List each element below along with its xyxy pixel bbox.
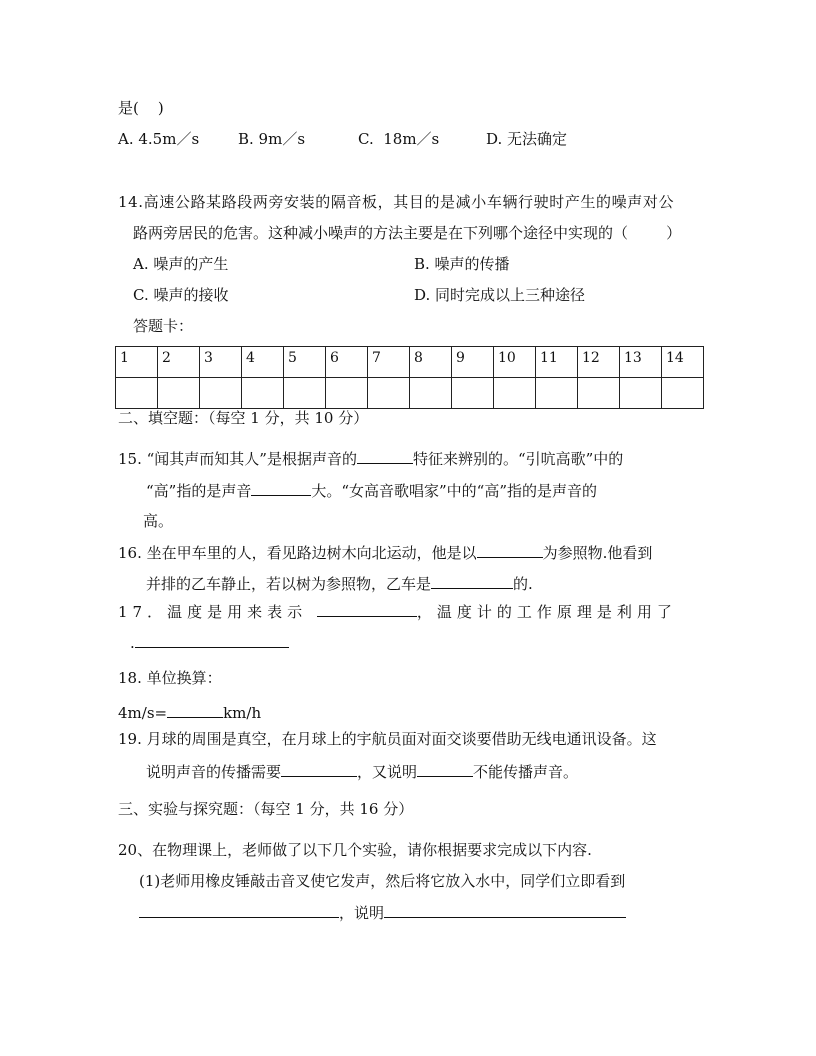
answer-card-number: 12 [578, 347, 620, 378]
answer-cell[interactable] [200, 378, 242, 409]
q13-option-a: A. 4.5m／s [118, 130, 200, 148]
q17-text-2: ，温度计的工作原理是利用了 [416, 603, 677, 621]
q15-text-3: “高”指的是声音 [146, 482, 252, 500]
answer-card-number-row [116, 347, 704, 378]
q17-text-1: 17．温度是用来表示 [118, 603, 308, 621]
q20-line3 [139, 902, 626, 923]
answer-card-number: 1 [116, 347, 158, 378]
answer-card-number: 3 [200, 347, 242, 378]
q15-line2 [146, 480, 597, 501]
q17-line1 [118, 601, 677, 622]
q16-text-3: 并排的乙车静止，若以树为参照物，乙车是 [146, 575, 432, 593]
q14-text-1: 14.高速公路某路段两旁安装的隔音板，其目的是减小车辆行驶时产生的噪声对公 [118, 193, 675, 211]
answer-cell[interactable] [578, 378, 620, 409]
q18-text-2: km/h [223, 704, 262, 722]
q19-text-4: 不能传播声音。 [473, 763, 579, 781]
answer-card-number: 8 [410, 347, 452, 378]
q20-blank-1[interactable] [139, 902, 339, 918]
q15-line3: 高。 [143, 512, 174, 530]
q16-text-2: 为参照物.他看到 [542, 544, 653, 562]
q19-text-2: 说明声音的传播需要 [146, 763, 282, 781]
answer-cell[interactable] [326, 378, 368, 409]
q20-text-1: ，说明 [339, 904, 385, 922]
q18-blank[interactable] [167, 702, 223, 718]
q14-line2: 路两旁居民的危害。这种减小噪声的方法主要是在下列哪个途径中实现的（ ） [133, 224, 682, 242]
q16-blank-2[interactable] [431, 573, 513, 589]
q20-line2: (1)老师用橡皮锤敲击音叉使它发声，然后将它放入水中，同学们立即看到 [139, 872, 626, 890]
q15-text-1: 15. “闻其声而知其人”是根据声音的 [118, 450, 357, 468]
answer-cell[interactable] [116, 378, 158, 409]
q15-line1 [118, 448, 623, 469]
q18-title: 18. 单位换算： [118, 669, 222, 687]
q18-line [118, 702, 261, 723]
answer-cell[interactable] [284, 378, 326, 409]
answer-cell[interactable] [242, 378, 284, 409]
answer-cell[interactable] [452, 378, 494, 409]
q14-line1 [118, 192, 698, 212]
answer-card-number: 10 [494, 347, 536, 378]
answer-card-label: 答题卡： [133, 317, 194, 335]
answer-card-answer-row [116, 378, 704, 409]
answer-card-number: 14 [662, 347, 704, 378]
q19-blank-2[interactable] [417, 761, 473, 777]
answer-card-number: 5 [284, 347, 326, 378]
answer-cell[interactable] [410, 378, 452, 409]
q17-line2 [130, 632, 289, 653]
answer-cell[interactable] [536, 378, 578, 409]
q18-text-1: 4m/s= [118, 704, 168, 722]
q17-text-3: . [130, 634, 135, 652]
section2-title: 二、填空题：（每空 1 分，共 10 分） [118, 409, 369, 427]
answer-cell[interactable] [158, 378, 200, 409]
q14-option-c: C. 噪声的接收 [133, 286, 229, 304]
q19-line1: 19. 月球的周围是真空，在月球上的宇航员面对面交谈要借助无线电通讯设备。这 [118, 730, 657, 748]
q15-blank-1[interactable] [357, 448, 413, 464]
q17-blank-1[interactable] [317, 601, 417, 617]
answer-card-number: 11 [536, 347, 578, 378]
q16-blank-1[interactable] [477, 542, 543, 558]
answer-card-number: 4 [242, 347, 284, 378]
answer-cell[interactable] [620, 378, 662, 409]
answer-cell[interactable] [368, 378, 410, 409]
q13-option-b: B. 9m／s [238, 130, 306, 148]
q16-line2 [146, 573, 533, 594]
q19-text-3: ，又说明 [357, 763, 418, 781]
q17-blank-2[interactable] [135, 632, 289, 648]
q19-line2 [146, 761, 578, 782]
q20-line1: 20、在物理课上，老师做了以下几个实验，请你根据要求完成以下内容. [118, 841, 592, 859]
answer-card-number: 13 [620, 347, 662, 378]
q13-option-c: C. 18m／s [358, 130, 440, 148]
q14-option-a: A. 噪声的产生 [133, 255, 229, 273]
q16-text-4: 的. [513, 575, 533, 593]
q14-option-d: D. 同时完成以上三种途径 [414, 286, 586, 304]
answer-card-table [115, 346, 704, 409]
answer-card-number: 9 [452, 347, 494, 378]
q15-text-2: 特征来辨别的。“引吭高歌”中的 [412, 450, 624, 468]
q16-line1 [118, 542, 652, 563]
q15-text-4: 大。“女高音歌唱家”中的“高”指的是声音的 [311, 482, 598, 500]
answer-card-number: 2 [158, 347, 200, 378]
answer-cell[interactable] [662, 378, 704, 409]
q14-option-b: B. 噪声的传播 [414, 255, 510, 273]
q13-option-d: D. 无法确定 [486, 130, 568, 148]
q16-text-1: 16. 坐在甲车里的人，看见路边树木向北运动，他是以 [118, 544, 477, 562]
answer-cell[interactable] [494, 378, 536, 409]
q20-blank-2[interactable] [384, 902, 626, 918]
section3-title: 三、实验与探究题：（每空 1 分，共 16 分） [118, 800, 414, 818]
answer-card-number: 7 [368, 347, 410, 378]
q13-tail: 是( ) [118, 99, 164, 117]
answer-card-number: 6 [326, 347, 368, 378]
q15-blank-2[interactable] [251, 480, 311, 496]
q19-blank-1[interactable] [281, 761, 357, 777]
